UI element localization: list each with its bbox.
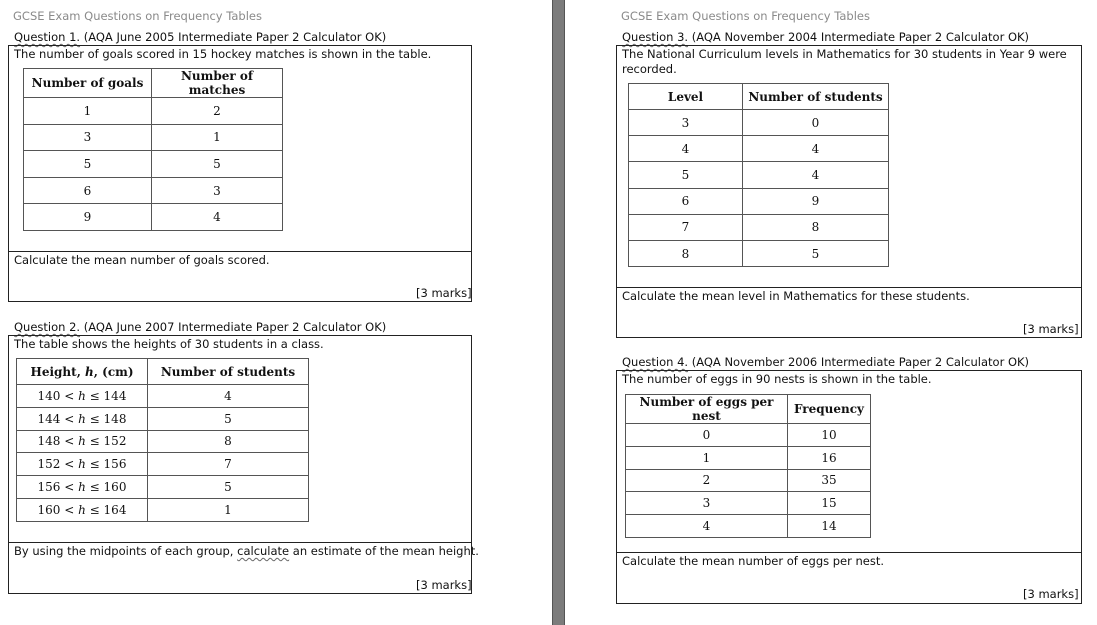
q4-cell-a: 4 (626, 515, 788, 538)
q2-question: By using the midpoints of each group, calculate an estimate of the mean height. (14, 544, 479, 558)
q3-cell-a: 6 (629, 188, 743, 214)
q4-table-row (626, 446, 871, 469)
q4-title (622, 355, 1029, 369)
q1-cell-b: 4 (152, 204, 283, 231)
q1-source: (AQA June 2005 Intermediate Paper 2 Calculator OK) (80, 30, 387, 44)
q3-cell-a: 7 (629, 214, 743, 240)
q3-table (628, 83, 889, 267)
q3-cell-b: 8 (743, 214, 889, 240)
q3-table-row (629, 136, 889, 162)
q4-cell-a: 0 (626, 424, 788, 447)
q1-cell-b: 2 (152, 98, 283, 125)
q2-table-row (17, 498, 309, 521)
q2-header-students: Number of students (148, 359, 309, 385)
q3-cell-a: 8 (629, 240, 743, 266)
q1-cell-b: 5 (152, 151, 283, 178)
q4-separator (616, 552, 1082, 553)
q1-cell-a: 1 (24, 98, 152, 125)
q3-table-row (629, 214, 889, 240)
q4-cell-b: 14 (788, 515, 871, 538)
q1-cell-a: 3 (24, 124, 152, 151)
q3-question: Calculate the mean level in Mathematics for these students. (622, 289, 970, 303)
q4-cell-b: 15 (788, 492, 871, 515)
q1-question: Calculate the mean number of goals scored. (14, 253, 270, 267)
q3-header-level: Level (629, 84, 743, 110)
q1-marks: [3 marks] (416, 286, 472, 300)
q2-table-row (17, 453, 309, 476)
q4-table (625, 394, 871, 538)
q3-cell-a: 5 (629, 162, 743, 188)
q2-cell-a: 144 < h ≤ 148 (17, 407, 148, 430)
q2-cell-b: 4 (148, 385, 309, 408)
q3-title (622, 30, 1029, 44)
page-gutter (552, 0, 565, 625)
q3-cell-b: 5 (743, 240, 889, 266)
q4-label: Question 4. (622, 355, 689, 369)
q2-cell-b: 8 (148, 430, 309, 453)
q3-cell-b: 9 (743, 188, 889, 214)
q2-intro: The table shows the heights of 30 students in a class. (14, 337, 324, 351)
q4-cell-b: 10 (788, 424, 871, 447)
q2-title (14, 320, 386, 334)
q3-cell-b: 4 (743, 136, 889, 162)
q2-table-row (17, 385, 309, 408)
q2-source: (AQA June 2007 Intermediate Paper 2 Calculator OK) (80, 320, 387, 334)
q1-cell-a: 5 (24, 151, 152, 178)
q3-table-row (629, 110, 889, 136)
q4-header-eggs: Number of eggs per nest (626, 395, 788, 424)
page-header: GCSE Exam Questions on Frequency Tables (13, 9, 262, 23)
q3-intro: The National Curriculum levels in Mathematics for 30 students in Year 9 were recorded. (622, 47, 1067, 76)
q2-cell-a: 152 < h ≤ 156 (17, 453, 148, 476)
q2-header-height: Height, h, (cm) (17, 359, 148, 385)
q1-cell-b: 3 (152, 177, 283, 204)
q1-table-row (24, 124, 283, 151)
q3-source: (AQA November 2004 Intermediate Paper 2 Calculator OK) (688, 30, 1030, 44)
q4-cell-b: 16 (788, 446, 871, 469)
q4-cell-a: 2 (626, 469, 788, 492)
q1-table (23, 68, 283, 231)
q4-table-row (626, 469, 871, 492)
q4-table-row (626, 424, 871, 447)
q1-separator (8, 251, 472, 252)
right-page (565, 0, 1097, 625)
q3-table-row (629, 188, 889, 214)
q2-table-row (17, 430, 309, 453)
q3-separator (616, 287, 1082, 288)
q2-cell-b: 7 (148, 453, 309, 476)
q4-intro: The number of eggs in 90 nests is shown in the table. (622, 372, 932, 386)
q2-cell-a: 148 < h ≤ 152 (17, 430, 148, 453)
q2-cell-b: 5 (148, 407, 309, 430)
q3-table-row (629, 162, 889, 188)
q3-cell-a: 3 (629, 110, 743, 136)
q4-table-row (626, 515, 871, 538)
q3-cell-b: 4 (743, 162, 889, 188)
q1-intro: The number of goals scored in 15 hockey matches is shown in the table. (14, 47, 432, 61)
q2-table (16, 358, 309, 522)
q3-cell-b: 0 (743, 110, 889, 136)
q3-table-row (629, 240, 889, 266)
q3-cell-a: 4 (629, 136, 743, 162)
q3-label: Question 3. (622, 30, 689, 44)
q2-table-row (17, 407, 309, 430)
q4-header-frequency: Frequency (788, 395, 871, 424)
q3-header-students: Number of students (743, 84, 889, 110)
q4-cell-a: 1 (626, 446, 788, 469)
q4-source: (AQA November 2006 Intermediate Paper 2 Calculator OK) (688, 355, 1030, 369)
q1-table-row (24, 177, 283, 204)
q4-marks: [3 marks] (1023, 587, 1079, 601)
q3-marks: [3 marks] (1023, 322, 1079, 336)
q2-cell-a: 156 < h ≤ 160 (17, 476, 148, 499)
q2-table-row (17, 476, 309, 499)
q1-header-goals: Number of goals (24, 69, 152, 98)
q1-cell-a: 6 (24, 177, 152, 204)
q1-label: Question 1. (14, 30, 81, 44)
page-header-right: GCSE Exam Questions on Frequency Tables (621, 9, 870, 23)
q2-cell-b: 1 (148, 498, 309, 521)
q2-cell-a: 140 < h ≤ 144 (17, 385, 148, 408)
q1-header-matches: Number of matches (152, 69, 283, 98)
q1-table-row (24, 98, 283, 125)
q2-label: Question 2. (14, 320, 81, 334)
q1-table-row (24, 151, 283, 178)
q2-cell-a: 160 < h ≤ 164 (17, 498, 148, 521)
q2-separator (8, 542, 472, 543)
q2-marks: [3 marks] (416, 578, 472, 592)
q4-cell-b: 35 (788, 469, 871, 492)
q4-question: Calculate the mean number of eggs per nest. (622, 554, 885, 568)
q1-cell-a: 9 (24, 204, 152, 231)
q4-cell-a: 3 (626, 492, 788, 515)
q1-cell-b: 1 (152, 124, 283, 151)
q1-table-row (24, 204, 283, 231)
q2-cell-b: 5 (148, 476, 309, 499)
q4-table-row (626, 492, 871, 515)
q1-title (14, 30, 386, 44)
q2-question-highlight: calculate (237, 544, 290, 558)
